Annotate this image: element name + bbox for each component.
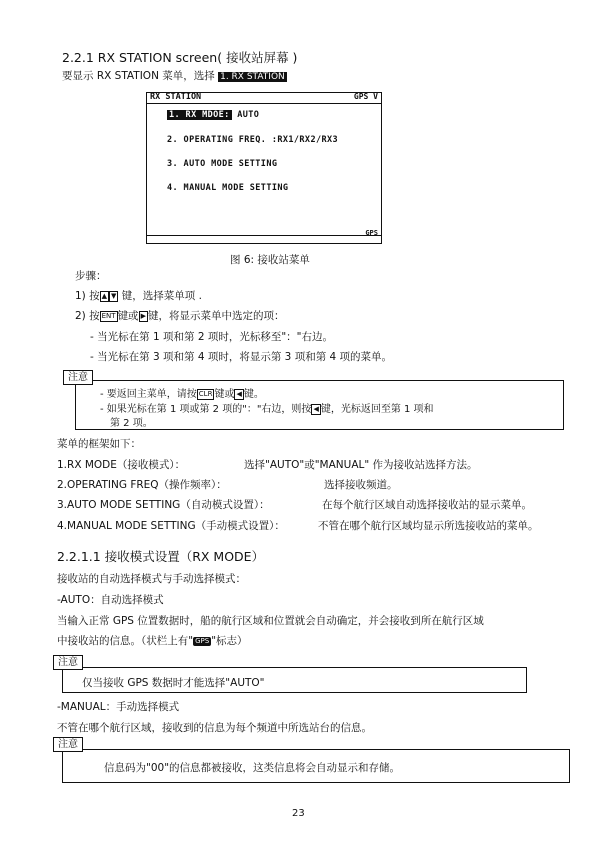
note1-line3: 第 2 项。 (110, 418, 153, 429)
menu-frame-row-2-name: 2.OPERATING FREQ（操作频率）： (57, 479, 227, 491)
clr-key-icon: CLR (198, 390, 213, 398)
left-key-icon: ◀ (313, 405, 319, 413)
note-tag-1: 注意 (63, 370, 93, 385)
auto-text2-a: 中接收站的信息。（状栏上有" (57, 635, 194, 647)
gps-badge-icon: GPS (195, 637, 210, 645)
auto-mode-text-2 (57, 633, 248, 648)
note1-line2-text-a: - 如果光标在第 1 项或第 2 项的"："右边，则按 (100, 404, 312, 415)
screen-title: RX STATION (150, 92, 202, 102)
note1-text-c: 键。 (243, 389, 264, 400)
menu-frame-heading: 菜单的框架如下： (57, 438, 141, 450)
menu-frame-row-2-desc: 选择接收频道。 (324, 479, 398, 491)
intro-highlight: 1. RX STATION (220, 72, 285, 82)
steps-heading: 步骤： (75, 270, 107, 282)
menu-frame-row-3-desc: 在每个航行区域自动选择接收站的显示菜单。 (322, 499, 532, 511)
step2-text-a: 2) 按 (75, 310, 100, 322)
footer-gps-icon: GPS (365, 229, 378, 237)
figure-caption: 图 6: 接收站菜单 (230, 254, 310, 266)
manual-mode-label: -MANUAL：手动选择模式 (57, 701, 180, 713)
note2-text: 仅当接收 GPS 数据时才能选择"AUTO" (82, 677, 265, 689)
note-tag-2: 注意 (53, 655, 83, 670)
screen-menu-item-manual-mode[interactable]: 4. MANUAL MODE SETTING (167, 183, 289, 193)
screen-footer (147, 229, 381, 237)
rx-station-screen (146, 92, 382, 244)
screen-header (147, 93, 381, 104)
note1-text-b: 键或 (214, 389, 235, 400)
screen-item-value: AUTO (231, 110, 260, 120)
auto-mode-text-1: 当输入正常 GPS 位置数据时，船的航行区域和位置就会自动确定，并会接收到所在航行区域 (57, 615, 484, 627)
note3-text: 信息码为"00"的信息都被接收，这类信息将会自动显示和存储。 (104, 762, 401, 774)
screen-cursor-selection: 1. RX MDOE: (169, 110, 230, 120)
section-title: 2.2.1 RX STATION screen( 接收站屏幕 ) (62, 50, 298, 65)
menu-frame-row-1-desc: 选择"AUTO"或"MANUAL" 作为接收站选择方法。 (244, 459, 478, 471)
up-key-icon: ▲ (101, 292, 108, 300)
left-key-icon: ◀ (236, 390, 242, 398)
step-2-sub-1: - 当光标在第 1 项和第 2 项时，光标移至"："右边。 (90, 331, 333, 343)
menu-frame-row-4-desc: 不管在哪个航行区域均显示所选接收站的菜单。 (318, 520, 539, 532)
intro-text: 要显示 RX STATION 菜单，选择 (62, 70, 215, 82)
note1-text-a: - 要返回主菜单，请按 (100, 389, 197, 400)
menu-frame-row-1-name: 1.RX MODE（接收模式）： (57, 459, 186, 471)
step1-text-a: 1) 按 (75, 290, 100, 302)
right-key-icon: ▶ (140, 312, 146, 320)
step2-text-c: 键，将显示菜单中选定的项： (147, 310, 285, 322)
auto-mode-label: -AUTO：自动选择模式 (57, 594, 164, 606)
menu-frame-row-3-name: 3.AUTO MODE SETTING（自动模式设置）： (57, 499, 270, 511)
step-2-sub-2: - 当光标在第 3 项和第 4 项时，将显示第 3 项和第 4 项的菜单。 (90, 351, 393, 363)
note1-line2 (100, 400, 434, 415)
manual-mode-text: 不管在哪个航行区域，接收到的信息为每个频道中所选站台的信息。 (57, 722, 372, 734)
menu-frame-row-4-name: 4.MANUAL MODE SETTING（手动模式设置）： (57, 520, 285, 532)
step-1 (75, 288, 202, 303)
screen-menu-item-rx-mode[interactable] (167, 110, 259, 120)
gps-status-icon: GPS V (353, 92, 378, 101)
down-key-icon: ▼ (111, 292, 117, 300)
screen-menu-item-operating-freq[interactable]: 2. OPERATING FREQ. :RX1/RX2/RX3 (167, 135, 339, 145)
ent-key-icon: ENT (101, 312, 116, 320)
note1-line2-text-b: 键，光标返回至第 1 项和 (320, 404, 434, 415)
step2-text-b: 键或 (117, 310, 139, 322)
step-2 (75, 308, 284, 323)
note-tag-3: 注意 (53, 737, 83, 752)
screen-menu-item-auto-mode[interactable]: 3. AUTO MODE SETTING (167, 159, 278, 169)
note1-line1 (100, 385, 264, 400)
intro-line (62, 68, 287, 83)
page-number: 23 (292, 808, 305, 819)
subsection-line1: 接收站的自动选择模式与手动选择模式： (57, 573, 246, 585)
subsection-title: 2.2.1.1 接收模式设置（RX MODE） (57, 549, 265, 564)
auto-text2-b: "标志） (211, 635, 248, 647)
step1-text-b: 键，选择菜单项 . (121, 290, 202, 302)
